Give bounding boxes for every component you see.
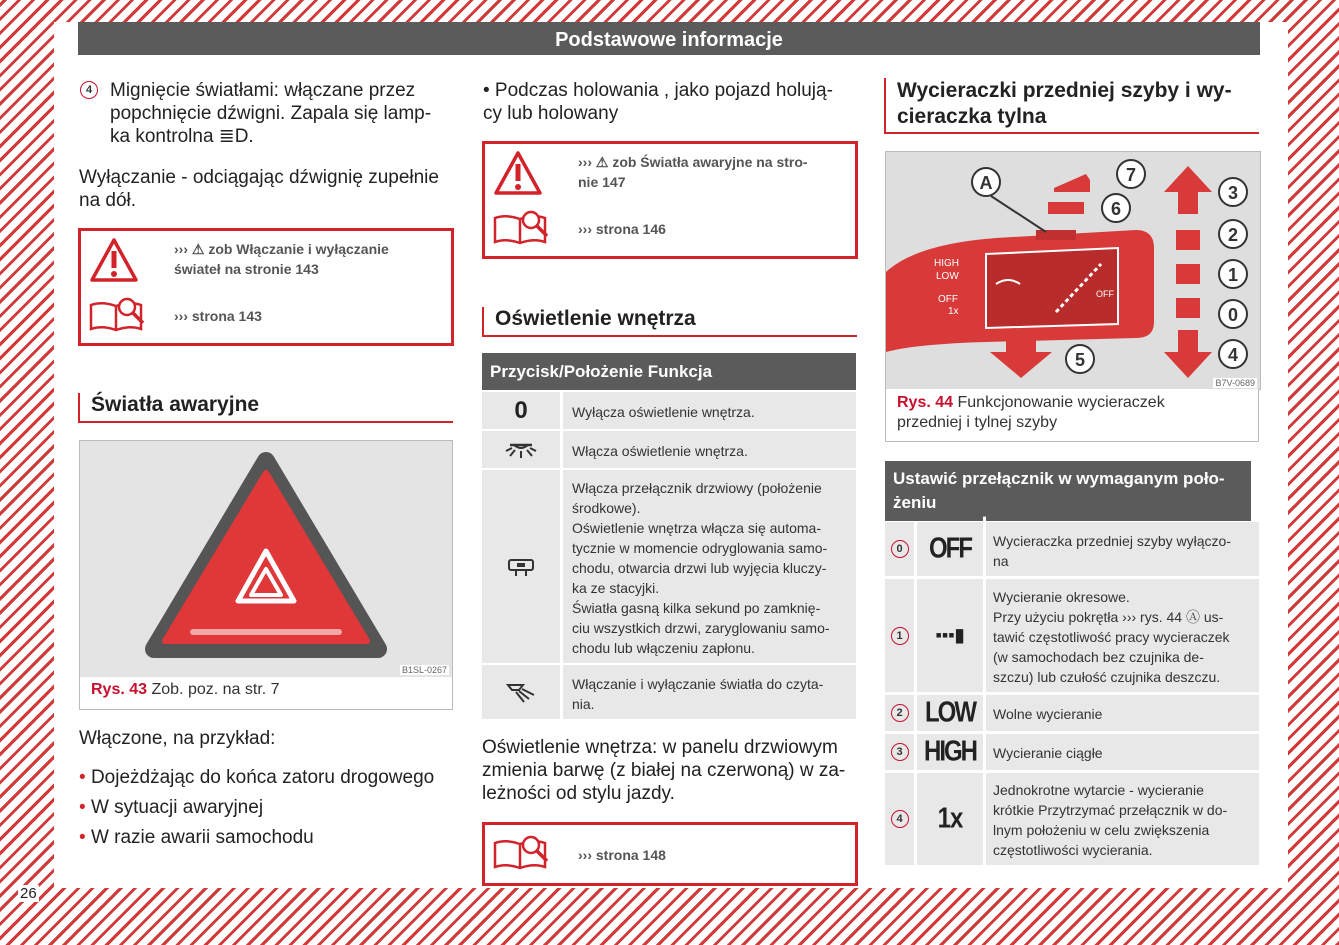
box1-page-ref[interactable]: ››› strona 143 [174,308,262,324]
door-switch-icon [482,470,563,663]
row-number: 4 [885,773,917,865]
row-text: Wolne wycieranie [993,706,1103,722]
box2-warning-ref[interactable]: ››› ⚠ zob Światła awaryjne na stro- nie 147 [578,154,808,190]
row-text-reading: Włączanie i wyłączanie światła do czyta- nia. [572,676,824,712]
label-3: 3 [1227,183,1239,203]
box3-page-ref[interactable]: ››› strona 148 [578,847,666,863]
interior-lamp-icon [482,431,563,468]
manual-book-icon [491,833,553,873]
item-4-text: Mignięcie światłami: włączane przez popchnięcie dźwigni. Zapala się lamp- ka kontrolna ≣D. [110,80,432,147]
figure-43-caption: Rys. 43 Zob. poz. na str. 7 [79,677,453,710]
box2-page-ref[interactable]: ››› strona 146 [578,221,666,237]
reading-lamp-icon [482,665,563,719]
label-5: 5 [1074,350,1086,370]
symbol-1x: 1x [917,764,986,874]
wiper-table-header: Ustawić przełącznik w wymaganym poło- żeniu [885,461,1251,521]
symbol-interval: ▪▪▪▮ [917,579,986,692]
warning-triangle-icon [89,237,139,283]
symbol-off: OFF [917,517,986,582]
section-title-interior-lighting: Oświetlenie wnętrza [482,307,857,337]
warning-box-2 [482,141,858,259]
bullet-list: • Dojeżdżając do końca zatoru drogowego • W sytuacji awaryjnej • W razie awarii samochodu [79,767,435,848]
label-1: 1 [1227,265,1239,285]
off-label-2: OFF [1096,289,1114,299]
row-text-door: Włącza przełącznik drzwiowy (położenie środkowe). Oświetlenie wnętrza włącza się automa- tycznie w momencie odryglowania samo- chodu, otwarcia drzwi lub wyjęcia kluczy- ka ze stacyjki. Światła gasną kilka sekund po zamknię- ciu wszystkich drzwi, zaryglowaniu samo- chodu lub włączeniu zapłonu. [572,480,830,656]
label-4: 4 [1227,345,1239,365]
list-item: W sytuacji awaryjnej [90,797,264,818]
page-header-title: Podstawowe informacje [78,22,1260,55]
row-text: Wycieraczka przedniej szyby wyłączo- na [993,533,1231,569]
item-4-marker: 4 [80,80,98,99]
figure-44 [885,151,1261,390]
figure-43-code: B1SL-0267 [401,665,447,675]
figure-44-caption: Rys. 44 Funkcjonowanie wycieraczek przedniej i tylnej szyby [885,389,1259,442]
interior-lighting-paragraph: Oświetlenie wnętrza: w panelu drzwiowym zmienia barwę (z białej na czerwoną) w za- leżności od stylu jazdy. [482,737,846,804]
row-number: 0 [885,522,917,576]
manual-book-icon [491,208,553,248]
row-number: 1 [885,579,917,692]
list-item: Dojeżdżając do końca zatoru drogowego [90,767,435,788]
label-6: 6 [1110,199,1122,219]
box1-warning-ref[interactable]: ››› ⚠ zob Włączanie i wyłączanie świateł na stronie 143 [174,241,389,277]
figure-43 [79,440,453,678]
towing-bullet: • Podczas holowania , jako pojazd holują- cy lub holowany [483,80,833,124]
row-text: Wycieranie okresowe. Przy użyciu pokrętła ››› rys. 44 Ⓐ us- tawić częstotliwość pracy wycieraczek (w samochodach bez czujnika de- szczu) lub czułość czujnika deszczu. [993,589,1230,685]
off-label: OFF [938,294,958,305]
warning-box-1 [78,228,454,346]
wiper-stalk-illustration [886,152,1260,389]
warning-triangle-icon [493,150,543,196]
high-label: HIGH [934,258,959,269]
manual-book-icon [87,295,149,335]
hazard-triangle-illustration [80,441,452,677]
symbol-low: LOW [917,691,986,734]
on-intro: Włączone, na przykład: [79,728,276,749]
low-label: LOW [936,271,959,282]
reference-box-3 [482,822,858,886]
row-number: 2 [885,695,917,731]
label-2: 2 [1227,225,1239,245]
1x-label: 1x [948,306,959,317]
row-text: Wyłącza oświetlenie wnętrza. [572,404,755,420]
list-item: W razie awarii samochodu [90,827,314,848]
label-0: 0 [1227,305,1239,325]
off-instruction: Wyłączanie - odciągając dźwignię zupełnie na dół. [79,167,439,211]
symbol-high: HIGH [917,730,986,773]
symbol-zero: 0 [482,392,563,429]
label-a: A [979,173,993,193]
row-number: 3 [885,734,917,770]
section-title-wipers: Wycieraczki przedniej szyby i wy- cieraczka tylna [884,78,1259,134]
section-title-hazard-lights: Światła awaryjne [78,393,453,423]
page-number: 26 [20,885,37,902]
row-text: Jednokrotne wytarcie - wycieranie krótkie Przytrzymać przełącznik w do- lnym położeniu w celu zwiększenia częstotliwości wycierania. [993,782,1228,858]
row-text: Wycieranie ciągłe [993,745,1103,761]
interior-table-header: Przycisk/Położenie Funkcja [482,353,856,390]
figure-44-code: B7V-0689 [1215,378,1255,388]
row-text: Włącza oświetlenie wnętrza. [572,443,748,459]
label-7: 7 [1125,165,1137,185]
